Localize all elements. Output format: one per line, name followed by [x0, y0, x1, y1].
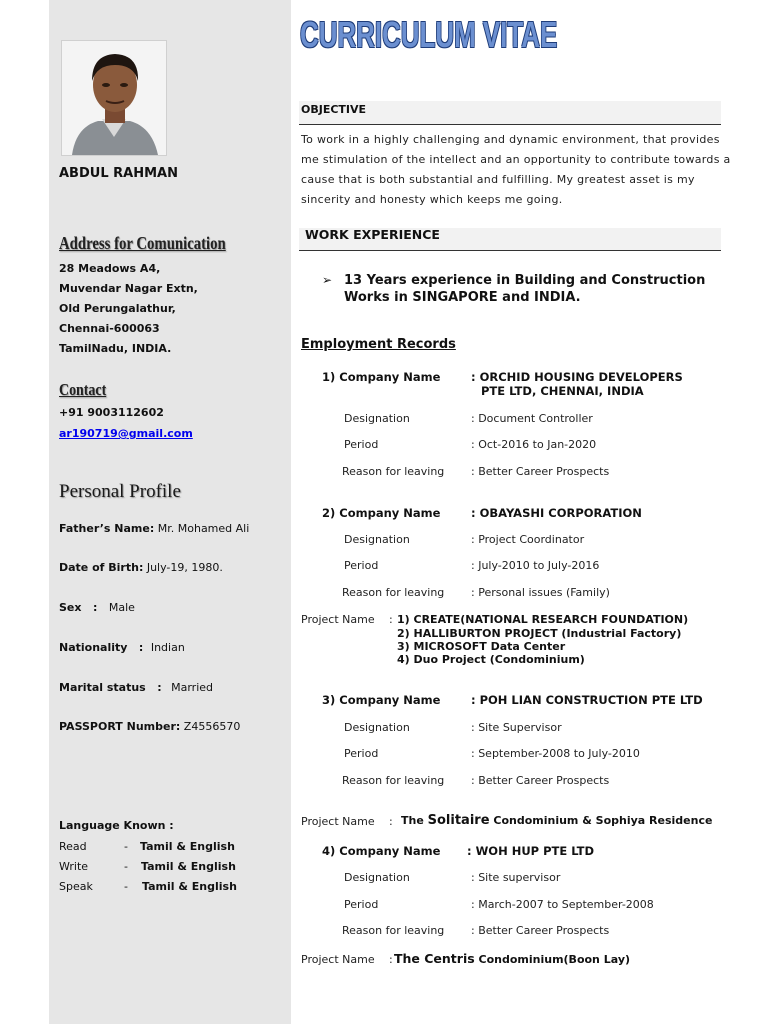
project-name-prefix: The	[401, 814, 424, 827]
fathers-name-label: Father’s Name:	[59, 522, 155, 535]
project-label: Project Name	[301, 953, 375, 966]
language-skill: Read	[59, 840, 87, 853]
reason-value: : Better Career Prospects	[471, 465, 610, 478]
reason-value: : Personal issues (Family)	[471, 586, 610, 599]
reason-label: Reason for leaving	[342, 586, 445, 599]
period-label: Period	[344, 747, 379, 760]
candidate-name: ABDUL RAHMAN	[59, 166, 178, 181]
company-heading: 2) Company Name	[322, 506, 441, 520]
language-skill: Write	[59, 860, 89, 873]
period-value: : July-2010 to July-2016	[471, 559, 600, 572]
period-value: : March-2007 to September-2008	[471, 898, 654, 911]
objective-line: me stimulation of the intellect and an opportunity to contribute towards a	[301, 153, 731, 166]
dob-row	[59, 561, 223, 574]
work-experience-heading: WORK EXPERIENCE	[305, 227, 440, 242]
designation-value: : Document Controller	[471, 412, 593, 425]
nationality-label: Nationality :	[59, 641, 144, 654]
project-item: 1) CREATE(NATIONAL RESEARCH FOUNDATION)	[397, 613, 689, 626]
designation-label: Designation	[344, 721, 410, 734]
phone-number: +91 9003112602	[59, 406, 164, 419]
nationality-value: Indian	[150, 641, 185, 654]
language-value: Tamil & English	[141, 860, 236, 873]
project-colon: :	[389, 613, 393, 626]
period-label: Period	[344, 559, 379, 572]
project-item: 4) Duo Project (Condominium)	[397, 653, 585, 666]
designation-label: Designation	[344, 412, 410, 425]
address-heading: Address for Comunication	[59, 233, 226, 253]
objective-line: To work in a highly challenging and dynamic environment, that provides	[301, 133, 720, 146]
period-label: Period	[344, 438, 379, 451]
address-line: Old Perungalathur,	[59, 302, 176, 315]
project-name-suffix: Condominium(Boon Lay)	[478, 953, 631, 966]
cv-title: CURRICULUM VITAE	[300, 14, 558, 55]
project-item	[394, 951, 630, 966]
language-dash: -	[124, 840, 128, 853]
address-line: Chennai-600063	[59, 322, 160, 335]
language-dash: -	[124, 880, 128, 893]
objective-line: cause that is both substantial and fulfilling. My greatest asset is my	[301, 173, 695, 186]
objective-line: sincerity and honesty which keeps me going.	[301, 193, 563, 206]
sex-label: Sex :	[59, 601, 98, 614]
designation-value: : Site supervisor	[471, 871, 561, 884]
reason-label: Reason for leaving	[342, 465, 445, 478]
project-name-suffix: Condominium & Sophiya Residence	[493, 814, 713, 827]
passport-value: Z4556570	[183, 720, 241, 733]
period-label: Period	[344, 898, 379, 911]
fathers-name-value: Mr. Mohamed Ali	[157, 522, 250, 535]
company-heading: 4) Company Name	[322, 844, 441, 858]
language-skill: Speak	[59, 880, 93, 893]
objective-heading: OBJECTIVE	[301, 103, 367, 116]
address-line: TamilNadu, INDIA.	[59, 342, 172, 355]
project-name-main: Solitaire	[427, 813, 490, 828]
reason-value: : Better Career Prospects	[471, 924, 610, 937]
fathers-name-row	[59, 522, 249, 535]
marital-label: Marital status :	[59, 681, 162, 694]
personal-profile-heading: Personal Profile	[59, 481, 181, 502]
reason-value: : Better Career Prospects	[471, 774, 610, 787]
dob-value: July-19, 1980.	[146, 561, 223, 574]
passport-label: PASSPORT Number:	[59, 720, 181, 733]
period-value: : September-2008 to July-2010	[471, 747, 640, 760]
project-colon: :	[389, 953, 393, 966]
experience-summary-line: 13 Years experience in Building and Construction	[344, 273, 706, 288]
company-name: : ORCHID HOUSING DEVELOPERS	[471, 370, 683, 384]
period-value: : Oct-2016 to Jan-2020	[471, 438, 597, 451]
reason-label: Reason for leaving	[342, 924, 445, 937]
sex-row	[59, 601, 135, 614]
nationality-row	[59, 641, 185, 654]
language-value: Tamil & English	[142, 880, 237, 893]
project-label: Project Name	[301, 815, 375, 828]
sex-value: Male	[108, 601, 135, 614]
project-item: 2) HALLIBURTON PROJECT (Industrial Factory)	[397, 627, 682, 640]
email-link[interactable]: ar190719@gmail.com	[59, 427, 193, 440]
project-item: 3) MICROSOFT Data Center	[397, 640, 566, 653]
company-name: : WOH HUP PTE LTD	[467, 844, 595, 858]
language-value: Tamil & English	[140, 840, 235, 853]
employment-records-heading: Employment Records	[301, 337, 456, 352]
project-label: Project Name	[301, 613, 375, 626]
project-colon: :	[389, 815, 393, 828]
project-item	[401, 813, 712, 828]
marital-row	[59, 681, 213, 694]
company-heading: 1) Company Name	[322, 370, 441, 384]
language-dash: -	[124, 860, 128, 873]
reason-label: Reason for leaving	[342, 774, 445, 787]
project-name-main: The Centris	[394, 951, 475, 966]
dob-label: Date of Birth:	[59, 561, 144, 574]
address-line: Muvendar Nagar Extn,	[59, 282, 198, 295]
company-heading: 3) Company Name	[322, 693, 441, 707]
company-name: : OBAYASHI CORPORATION	[471, 506, 642, 520]
language-heading: Language Known :	[59, 819, 174, 832]
designation-label: Designation	[344, 871, 410, 884]
designation-value: : Site Supervisor	[471, 721, 562, 734]
address-line: 28 Meadows A4,	[59, 262, 161, 275]
passport-row	[59, 720, 240, 733]
company-name: : POH LIAN CONSTRUCTION PTE LTD	[471, 693, 703, 707]
experience-summary-line: Works in SINGAPORE and INDIA.	[344, 290, 581, 305]
designation-value: : Project Coordinator	[471, 533, 585, 546]
profile-photo	[61, 40, 167, 156]
company-name-line2: PTE LTD, CHENNAI, INDIA	[481, 384, 644, 398]
designation-label: Designation	[344, 533, 410, 546]
bullet-arrow-icon: ➢	[322, 273, 333, 287]
contact-heading: Contact	[59, 380, 107, 399]
marital-value: Married	[171, 681, 213, 694]
